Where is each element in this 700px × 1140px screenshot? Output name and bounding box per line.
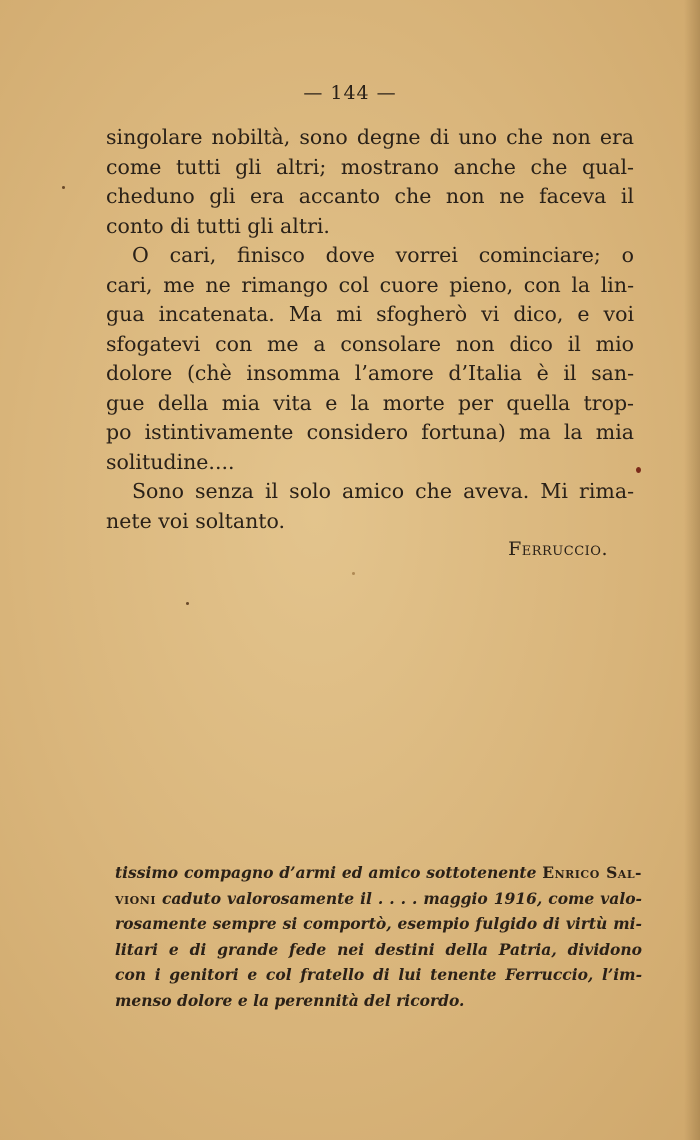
page-number: — 144 — [303,82,397,104]
dedication-text: caduto valorosamente il . . . . maggio 1916, come valo- [155,888,642,908]
dedication-line [115,886,642,912]
text-line: sfogatevi con me a consolare non dico il mio [106,331,634,356]
text-line: po istintivamente considero fortuna) ma la mia [106,420,634,444]
dedication-text: tissimo compagno d’armi ed amico sottotenente [115,863,543,882]
signature [0,538,608,560]
dedication-note [115,860,642,1013]
dedication-name: Enrico Sal- [542,863,642,882]
text-line: O cari, finisco dove vorrei cominciare; o [132,243,634,267]
text-line: gua incatenata. Ma mi sfogherò vi dico, e voi [106,302,634,326]
dedication-line [115,860,642,886]
page-edge-shadow [684,0,700,1140]
text-line: cari, me ne rimango col cuore pieno, con la lin- [106,272,634,297]
dedication-name: vioni [115,888,156,908]
text-line: singolare nobiltà, sono degne di uno che non era [106,125,634,149]
text-line: cheduno gli era accanto che non ne faceva il [106,184,634,208]
text-line: gue della mia vita e la morte per quella trop- [106,390,634,415]
dedication-line: menso dolore e la perennità del ricordo. [115,990,465,1010]
text-line: Sono senza il solo amico che aveva. Mi rima- [132,479,634,503]
paper-speck [352,572,355,575]
dedication-line: con i genitori e col fratello di lui tenente Ferruccio, l’im- [115,965,642,984]
text-line: come tutti gli altri; mostrano anche che qual- [106,154,634,179]
letter-body [106,123,634,536]
paper-speck [186,602,189,605]
text-line: solitudine.... [106,449,235,474]
text-line: conto di tutti gli altri. [106,213,330,238]
dedication-line: litari e di grande fede nei destini della Patria, dividono [115,939,642,959]
signature-name: Ferruccio. [508,538,608,560]
text-line: nete voi soltanto. [106,508,286,533]
text-line: dolore (chè insomma l’amore d’Italia è il san- [106,361,634,385]
dedication-line: rosamente sempre si comportò, esempio fulgido di virtù mi- [115,914,642,933]
paper-speck [636,467,641,473]
paper-speck [62,186,65,189]
